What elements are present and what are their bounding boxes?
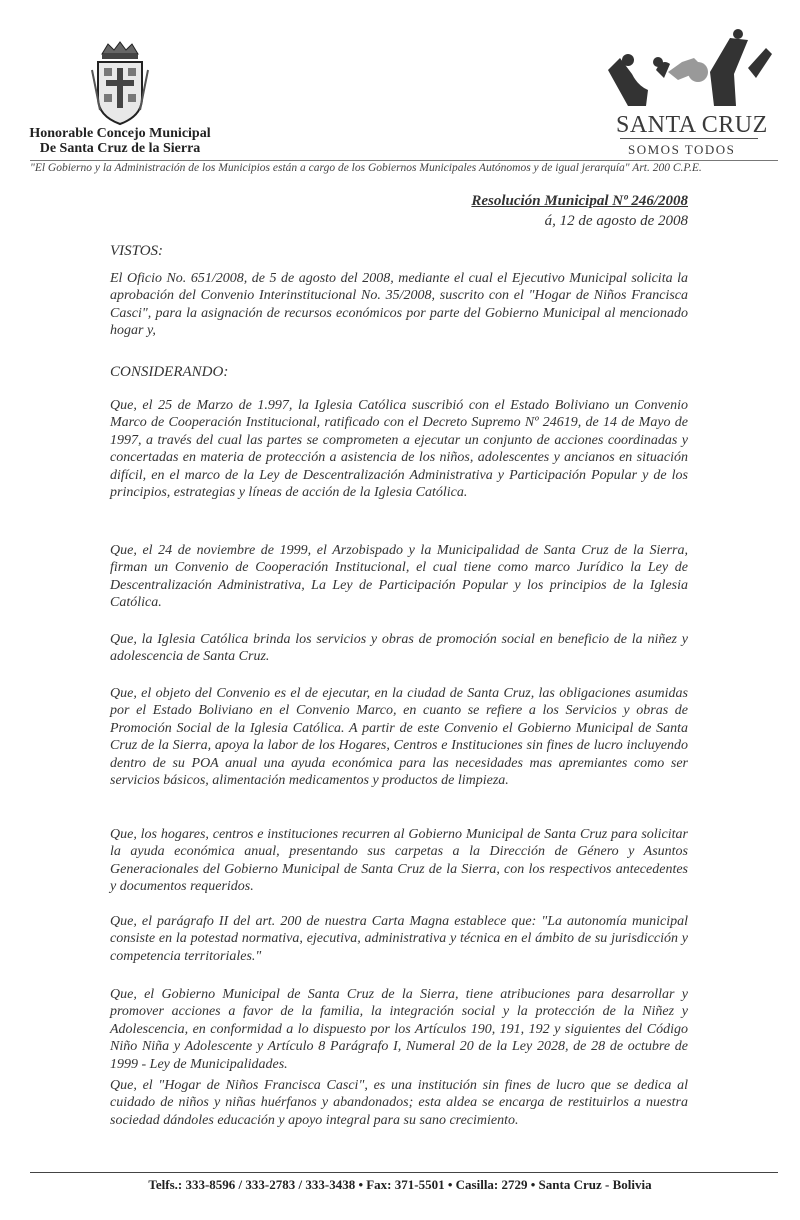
considerando-heading: CONSIDERANDO: (110, 364, 229, 380)
paragraph: Que, la Iglesia Católica brinda los servicios y obras de promoción social en beneficio de la niñez y adolescencia de Santa Cruz. (110, 632, 688, 665)
logo-divider (620, 138, 758, 139)
paragraph: Que, el "Hogar de Niños Francisca Casci", es una institución sin fines de lucro que se dedica al cuidado de niños y niñas huérfanos y abandonados; esta aldea se encarga de restituirlos a nuestra sociedad dándoles educación y apoyo integral para su sano crecimiento. (110, 1078, 688, 1128)
footer-contact: Telfs.: 333-8596 / 333-2783 / 333-3438 • Fax: 371-5501 • Casilla: 2729 • Santa Cruz - Bolivia (148, 1177, 652, 1192)
resolution-date: á, 12 de agosto de 2008 (544, 213, 688, 229)
paragraph: Que, el parágrafo II del art. 200 de nuestra Carta Magna establece que: "La autonomía municipal consiste en la potestad normativa, ejecutiva, administrativa y técnica en el ámbito de su jurisdicción y competencia territoriales." (110, 914, 688, 964)
paragraph: Que, el Gobierno Municipal de Santa Cruz de la Sierra, tiene atribuciones para desarrollar y promover acciones a favor de la familia, la integración social y la protección de la Niñez y Adolescencia, en conformidad a lo dispuesto por los Artículos 190, 191, 192 y siguientes del Código Niño Niña y Adolescente y Artículo 8 Parágrafo I, Numeral 20 de la Ley 2028, de 28 de octubre de 1999 - Ley de Municipalidades. (110, 987, 688, 1072)
vistos-paragraph: El Oficio No. 651/2008, de 5 de agosto del 2008, mediante el cual el Ejecutivo Municipal solicita la aprobación del Convenio Interinstitucional No. 35/2008, suscrito con el "Hogar de Niños Francisca Casci", para la asignación de recursos económicos por parte del Gobierno Municipal al mencionado hogar y, (110, 271, 688, 339)
council-name-line1: Honorable Concejo Municipal (29, 126, 211, 141)
people-logo-icon (598, 28, 778, 120)
considerando-paragraph-7 (110, 986, 688, 1073)
council-name-line2: De Santa Cruz de la Sierra (39, 141, 201, 156)
considerando-paragraph-3 (110, 631, 688, 666)
considerando-paragraph-4 (110, 685, 688, 789)
logo-subtitle: SOMOS TODOS (628, 142, 736, 157)
footer-divider (30, 1172, 778, 1173)
constitution-motto: "El Gobierno y la Administración de los Municipios están a cargo de los Gobiernos Municipales Autónomos y de igual jerarquía" Art. 200 C.P.E. (30, 162, 702, 174)
logo-title: SANTA CRUZ (616, 112, 768, 138)
santa-cruz-logo (598, 28, 778, 158)
paragraph: Que, el 25 de Marzo de 1.997, la Iglesia Católica suscribió con el Estado Boliviano un Convenio Marco de Cooperación Institucional, ratificado con el Decreto Supremo Nº 24619, de 14 de Mayo de 1997, a través del cual las partes se comprometen a ejecutar un conjunto de acciones coordinadas y concertadas en materia de protección a asistencia de los niños, adolescentes y ancianos en situación difícil, en el marco de la Ley de Descentralización Administrativa y Participación Popular y de los principios, estrategias y líneas de acción de la Iglesia Católica. (110, 398, 688, 501)
resolution-title: Resolución Municipal Nº 246/2008 (471, 193, 688, 209)
considerando-paragraph-5 (110, 826, 688, 896)
council-header (20, 40, 220, 156)
paragraph: Que, los hogares, centros e instituciones recurren al Gobierno Municipal de Santa Cruz para solicitar la ayuda económica anual, presentando sus carpetas a la Dirección de Género y Asuntos Generacionales del Gobierno Municipal de Santa Cruz de la Sierra, con los respectivos antecedentes y documentos requeridos. (110, 827, 688, 895)
vistos-heading: VISTOS: (110, 243, 164, 259)
vistos-text (110, 270, 688, 340)
header-divider (30, 160, 778, 161)
considerando-paragraph-1 (110, 397, 688, 501)
considerando-paragraph-2 (110, 542, 688, 612)
considerando-paragraph-6 (110, 913, 688, 965)
coat-of-arms-icon (90, 40, 150, 126)
considerando-paragraph-8 (110, 1077, 688, 1129)
paragraph: Que, el objeto del Convenio es el de ejecutar, en la ciudad de Santa Cruz, las obligaciones asumidas por el Estado Boliviano en el Convenio Marco, en cuanto se refiere a los Servicios y obras de Promoción Social de la Iglesia Católica. A partir de este Convenio el Gobierno Municipal de Santa Cruz de la Sierra, apoya la labor de los Hogares, Centros e Instituciones sin fines de lucro incluyendo dentro de su POA anual una ayuda económica para las necesidades mas apremiantes como ser servicios básicos, alimentación medicamentos y productos de limpieza. (110, 686, 688, 789)
paragraph: Que, el 24 de noviembre de 1999, el Arzobispado y la Municipalidad de Santa Cruz de la Sierra, firman un Convenio de Cooperación Institucional, el cual tiene como marco Jurídico la Ley de Descentralización Administrativa, La Ley de Participación Popular y los principios de la Iglesia Católica. (110, 543, 688, 611)
